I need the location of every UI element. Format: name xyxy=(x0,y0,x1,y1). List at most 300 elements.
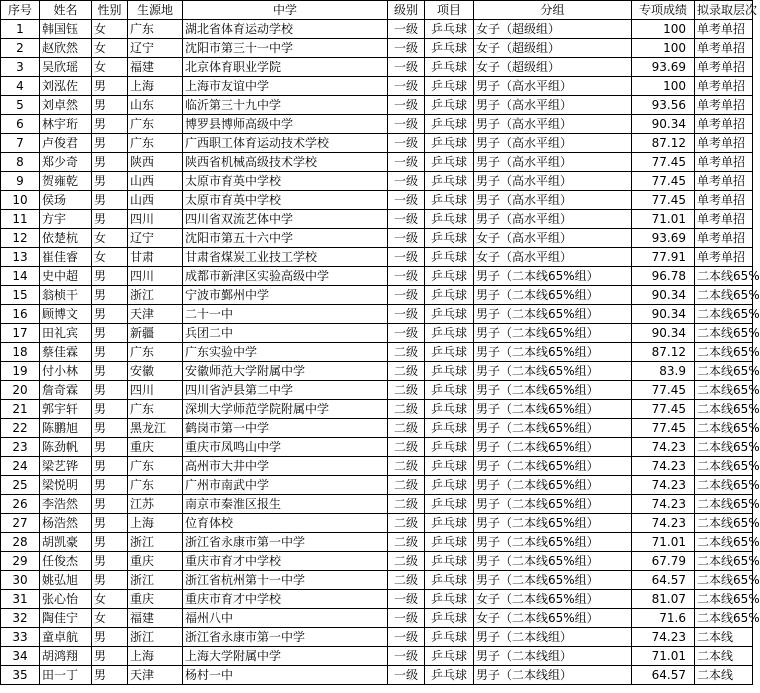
table-row xyxy=(1,400,753,419)
header-school: 中学 xyxy=(183,1,388,20)
cell-origin: 福建 xyxy=(128,609,183,628)
cell-admission-tier: 二本线65% xyxy=(695,400,753,419)
cell-level: 一级 xyxy=(388,647,425,666)
cell-index: 15 xyxy=(1,286,40,305)
table-row xyxy=(1,552,753,571)
table-row xyxy=(1,324,753,343)
cell-admission-tier: 单考单招 xyxy=(695,210,753,229)
cell-school: 陕西省机械高级技术学校 xyxy=(183,153,388,172)
cell-level: 一级 xyxy=(388,590,425,609)
cell-gender: 女 xyxy=(92,20,128,39)
cell-gender: 男 xyxy=(92,153,128,172)
cell-origin: 新疆 xyxy=(128,324,183,343)
cell-origin: 山西 xyxy=(128,172,183,191)
cell-group: 男子（二本线65%组） xyxy=(474,381,632,400)
cell-score: 74.23 xyxy=(632,438,695,457)
table-row xyxy=(1,172,753,191)
cell-event: 乒乓球 xyxy=(425,267,474,286)
cell-origin: 上海 xyxy=(128,77,183,96)
cell-score: 64.57 xyxy=(632,666,695,685)
cell-index: 30 xyxy=(1,571,40,590)
cell-admission-tier: 二本线65% xyxy=(695,552,753,571)
cell-group: 男子（二本线65%组） xyxy=(474,514,632,533)
cell-admission-tier: 二本线65% xyxy=(695,495,753,514)
cell-origin: 浙江 xyxy=(128,286,183,305)
cell-school: 上海市友谊中学 xyxy=(183,77,388,96)
cell-gender: 男 xyxy=(92,514,128,533)
cell-event: 乒乓球 xyxy=(425,96,474,115)
cell-school: 二十一中 xyxy=(183,305,388,324)
cell-level: 二级 xyxy=(388,438,425,457)
cell-score: 74.23 xyxy=(632,476,695,495)
table-row xyxy=(1,343,753,362)
cell-index: 10 xyxy=(1,191,40,210)
cell-score: 93.69 xyxy=(632,58,695,77)
cell-origin: 广东 xyxy=(128,20,183,39)
cell-group: 男子（高水平组） xyxy=(474,115,632,134)
cell-level: 一级 xyxy=(388,191,425,210)
cell-school: 沈阳市第五十六中学 xyxy=(183,229,388,248)
cell-index: 22 xyxy=(1,419,40,438)
cell-gender: 男 xyxy=(92,457,128,476)
cell-origin: 甘肃 xyxy=(128,248,183,267)
cell-score: 93.56 xyxy=(632,96,695,115)
cell-group: 男子（二本线65%组） xyxy=(474,362,632,381)
cell-score: 74.23 xyxy=(632,495,695,514)
cell-gender: 女 xyxy=(92,609,128,628)
cell-gender: 男 xyxy=(92,495,128,514)
cell-school: 湖北省体育运动学校 xyxy=(183,20,388,39)
cell-level: 二级 xyxy=(388,571,425,590)
cell-school: 浙江省杭州第十一中学 xyxy=(183,571,388,590)
cell-score: 71.01 xyxy=(632,647,695,666)
cell-school: 广西职工体育运动技术学校 xyxy=(183,134,388,153)
cell-index: 17 xyxy=(1,324,40,343)
cell-gender: 男 xyxy=(92,324,128,343)
cell-school: 兵团二中 xyxy=(183,324,388,343)
cell-gender: 男 xyxy=(92,666,128,685)
cell-name: 蔡佳霖 xyxy=(40,343,92,362)
table-row xyxy=(1,20,753,39)
cell-origin: 重庆 xyxy=(128,590,183,609)
cell-group: 女子（超级组） xyxy=(474,39,632,58)
cell-gender: 男 xyxy=(92,628,128,647)
cell-origin: 福建 xyxy=(128,58,183,77)
cell-event: 乒乓球 xyxy=(425,77,474,96)
cell-name: 陈劲帆 xyxy=(40,438,92,457)
cell-level: 一级 xyxy=(388,77,425,96)
table-row xyxy=(1,362,753,381)
cell-gender: 女 xyxy=(92,58,128,77)
cell-score: 77.45 xyxy=(632,153,695,172)
cell-name: 李浩然 xyxy=(40,495,92,514)
cell-admission-tier: 单考单招 xyxy=(695,77,753,96)
cell-name: 韩国钰 xyxy=(40,20,92,39)
table-row xyxy=(1,191,753,210)
cell-admission-tier: 单考单招 xyxy=(695,172,753,191)
cell-school: 宁波市鄞州中学 xyxy=(183,286,388,305)
cell-name: 郭宇轩 xyxy=(40,400,92,419)
cell-score: 90.34 xyxy=(632,286,695,305)
cell-name: 田礼宾 xyxy=(40,324,92,343)
cell-origin: 重庆 xyxy=(128,438,183,457)
cell-group: 男子（二本线65%组） xyxy=(474,457,632,476)
cell-gender: 男 xyxy=(92,267,128,286)
cell-school: 太原市育英中学校 xyxy=(183,191,388,210)
table-row xyxy=(1,495,753,514)
cell-origin: 黑龙江 xyxy=(128,419,183,438)
cell-level: 一级 xyxy=(388,96,425,115)
cell-event: 乒乓球 xyxy=(425,666,474,685)
cell-index: 5 xyxy=(1,96,40,115)
cell-level: 一级 xyxy=(388,248,425,267)
cell-origin: 广东 xyxy=(128,115,183,134)
cell-index: 1 xyxy=(1,20,40,39)
cell-gender: 女 xyxy=(92,39,128,58)
cell-group: 女子（超级组） xyxy=(474,20,632,39)
cell-name: 付小林 xyxy=(40,362,92,381)
cell-index: 19 xyxy=(1,362,40,381)
cell-event: 乒乓球 xyxy=(425,153,474,172)
cell-score: 81.07 xyxy=(632,590,695,609)
cell-admission-tier: 二本线65% xyxy=(695,362,753,381)
cell-school: 深圳大学师范学院附属中学 xyxy=(183,400,388,419)
cell-name: 胡鸿翔 xyxy=(40,647,92,666)
cell-score: 83.9 xyxy=(632,362,695,381)
cell-group: 男子（高水平组） xyxy=(474,172,632,191)
cell-group: 男子（二本线65%组） xyxy=(474,267,632,286)
cell-level: 一级 xyxy=(388,324,425,343)
cell-gender: 男 xyxy=(92,343,128,362)
cell-name: 崔佳睿 xyxy=(40,248,92,267)
cell-origin: 山西 xyxy=(128,191,183,210)
table-row xyxy=(1,210,753,229)
cell-gender: 女 xyxy=(92,248,128,267)
cell-group: 男子（二本线65%组） xyxy=(474,571,632,590)
cell-name: 田一丁 xyxy=(40,666,92,685)
cell-event: 乒乓球 xyxy=(425,39,474,58)
cell-name: 张心怡 xyxy=(40,590,92,609)
cell-gender: 男 xyxy=(92,96,128,115)
cell-origin: 浙江 xyxy=(128,571,183,590)
cell-origin: 浙江 xyxy=(128,533,183,552)
cell-event: 乒乓球 xyxy=(425,628,474,647)
cell-group: 男子（二本线65%组） xyxy=(474,324,632,343)
cell-level: 二级 xyxy=(388,514,425,533)
cell-group: 男子（二本线65%组） xyxy=(474,286,632,305)
cell-gender: 女 xyxy=(92,590,128,609)
cell-level: 一级 xyxy=(388,115,425,134)
cell-event: 乒乓球 xyxy=(425,248,474,267)
cell-admission-tier: 单考单招 xyxy=(695,248,753,267)
cell-school: 沈阳市第三十一中学 xyxy=(183,39,388,58)
cell-score: 90.34 xyxy=(632,324,695,343)
cell-level: 一级 xyxy=(388,229,425,248)
cell-event: 乒乓球 xyxy=(425,438,474,457)
cell-index: 2 xyxy=(1,39,40,58)
cell-gender: 男 xyxy=(92,134,128,153)
table-row xyxy=(1,438,753,457)
cell-origin: 陕西 xyxy=(128,153,183,172)
cell-group: 男子（二本线65%组） xyxy=(474,495,632,514)
cell-index: 28 xyxy=(1,533,40,552)
cell-name: 翁桢干 xyxy=(40,286,92,305)
cell-admission-tier: 二本线 xyxy=(695,647,753,666)
cell-level: 一级 xyxy=(388,20,425,39)
cell-name: 任俊杰 xyxy=(40,552,92,571)
cell-event: 乒乓球 xyxy=(425,362,474,381)
header-group: 分组 xyxy=(474,1,632,20)
cell-admission-tier: 单考单招 xyxy=(695,20,753,39)
cell-origin: 天津 xyxy=(128,666,183,685)
table-row xyxy=(1,628,753,647)
cell-score: 74.23 xyxy=(632,628,695,647)
cell-origin: 四川 xyxy=(128,210,183,229)
table-row xyxy=(1,96,753,115)
cell-level: 一级 xyxy=(388,666,425,685)
cell-group: 男子（二本线65%组） xyxy=(474,552,632,571)
header-origin: 生源地 xyxy=(128,1,183,20)
cell-origin: 广东 xyxy=(128,134,183,153)
cell-school: 重庆市育才中学校 xyxy=(183,590,388,609)
cell-group: 男子（二本线65%组） xyxy=(474,476,632,495)
cell-name: 胡凯豪 xyxy=(40,533,92,552)
header-score: 专项成绩 xyxy=(632,1,695,20)
cell-level: 一级 xyxy=(388,267,425,286)
cell-event: 乒乓球 xyxy=(425,476,474,495)
cell-name: 陈鹏旭 xyxy=(40,419,92,438)
cell-name: 史中超 xyxy=(40,267,92,286)
cell-index: 33 xyxy=(1,628,40,647)
cell-event: 乒乓球 xyxy=(425,609,474,628)
cell-gender: 男 xyxy=(92,476,128,495)
cell-school: 成都市新津区实验高级中学 xyxy=(183,267,388,286)
cell-event: 乒乓球 xyxy=(425,58,474,77)
cell-group: 女子（超级组） xyxy=(474,58,632,77)
cell-admission-tier: 单考单招 xyxy=(695,134,753,153)
cell-level: 一级 xyxy=(388,172,425,191)
cell-score: 96.78 xyxy=(632,267,695,286)
cell-index: 27 xyxy=(1,514,40,533)
cell-event: 乒乓球 xyxy=(425,210,474,229)
cell-admission-tier: 二本线65% xyxy=(695,419,753,438)
cell-admission-tier: 单考单招 xyxy=(695,229,753,248)
cell-score: 71.01 xyxy=(632,210,695,229)
table-row xyxy=(1,419,753,438)
cell-gender: 男 xyxy=(92,77,128,96)
cell-level: 二级 xyxy=(388,476,425,495)
cell-level: 一级 xyxy=(388,134,425,153)
cell-score: 100 xyxy=(632,20,695,39)
cell-event: 乒乓球 xyxy=(425,381,474,400)
cell-gender: 男 xyxy=(92,191,128,210)
cell-group: 男子（二本线65%组） xyxy=(474,533,632,552)
cell-name: 顾博文 xyxy=(40,305,92,324)
cell-index: 12 xyxy=(1,229,40,248)
cell-score: 90.34 xyxy=(632,115,695,134)
cell-level: 一级 xyxy=(388,58,425,77)
cell-name: 刘泓佐 xyxy=(40,77,92,96)
table-row xyxy=(1,286,753,305)
cell-name: 林宇珩 xyxy=(40,115,92,134)
cell-group: 女子（二本线65%组） xyxy=(474,609,632,628)
cell-group: 男子（二本线65%组） xyxy=(474,305,632,324)
cell-event: 乒乓球 xyxy=(425,400,474,419)
cell-name: 方宇 xyxy=(40,210,92,229)
cell-event: 乒乓球 xyxy=(425,495,474,514)
cell-name: 梁悦明 xyxy=(40,476,92,495)
cell-score: 93.69 xyxy=(632,229,695,248)
cell-event: 乒乓球 xyxy=(425,457,474,476)
cell-admission-tier: 单考单招 xyxy=(695,191,753,210)
cell-origin: 天津 xyxy=(128,305,183,324)
cell-index: 29 xyxy=(1,552,40,571)
cell-index: 14 xyxy=(1,267,40,286)
cell-group: 男子（二本线65%组） xyxy=(474,419,632,438)
cell-group: 男子（二本线组） xyxy=(474,628,632,647)
cell-group: 男子（高水平组） xyxy=(474,153,632,172)
table-row xyxy=(1,248,753,267)
cell-gender: 男 xyxy=(92,647,128,666)
cell-index: 11 xyxy=(1,210,40,229)
cell-name: 郑少奇 xyxy=(40,153,92,172)
cell-school: 上海大学附属中学 xyxy=(183,647,388,666)
cell-level: 二级 xyxy=(388,343,425,362)
cell-index: 34 xyxy=(1,647,40,666)
cell-score: 74.23 xyxy=(632,514,695,533)
header-row xyxy=(1,1,753,20)
cell-level: 一级 xyxy=(388,153,425,172)
cell-name: 陶佳宁 xyxy=(40,609,92,628)
cell-index: 6 xyxy=(1,115,40,134)
cell-origin: 广东 xyxy=(128,343,183,362)
cell-score: 67.79 xyxy=(632,552,695,571)
cell-school: 四川省泸县第二中学 xyxy=(183,381,388,400)
header-event: 项目 xyxy=(425,1,474,20)
cell-level: 二级 xyxy=(388,400,425,419)
cell-origin: 浙江 xyxy=(128,628,183,647)
cell-origin: 重庆 xyxy=(128,552,183,571)
cell-event: 乒乓球 xyxy=(425,134,474,153)
table-row xyxy=(1,533,753,552)
cell-gender: 男 xyxy=(92,419,128,438)
cell-school: 鹤岗市第一中学 xyxy=(183,419,388,438)
cell-school: 临沂第三十九中学 xyxy=(183,96,388,115)
header-index: 序号 xyxy=(1,1,40,20)
cell-admission-tier: 单考单招 xyxy=(695,96,753,115)
cell-level: 二级 xyxy=(388,552,425,571)
cell-index: 26 xyxy=(1,495,40,514)
cell-gender: 男 xyxy=(92,286,128,305)
cell-event: 乒乓球 xyxy=(425,533,474,552)
cell-admission-tier: 二本线65% xyxy=(695,571,753,590)
cell-group: 男子（二本线65%组） xyxy=(474,343,632,362)
cell-score: 71.01 xyxy=(632,533,695,552)
cell-index: 9 xyxy=(1,172,40,191)
cell-event: 乒乓球 xyxy=(425,191,474,210)
cell-group: 女子（高水平组） xyxy=(474,248,632,267)
cell-school: 南京市秦淮区报生 xyxy=(183,495,388,514)
cell-event: 乒乓球 xyxy=(425,419,474,438)
cell-group: 男子（二本线65%组） xyxy=(474,438,632,457)
cell-group: 男子（高水平组） xyxy=(474,96,632,115)
cell-name: 梁艺铧 xyxy=(40,457,92,476)
cell-origin: 辽宁 xyxy=(128,229,183,248)
cell-event: 乒乓球 xyxy=(425,343,474,362)
cell-admission-tier: 二本线65% xyxy=(695,590,753,609)
cell-name: 杨浩然 xyxy=(40,514,92,533)
cell-school: 广东实验中学 xyxy=(183,343,388,362)
cell-gender: 男 xyxy=(92,305,128,324)
cell-origin: 广东 xyxy=(128,400,183,419)
header-name: 姓名 xyxy=(40,1,92,20)
cell-index: 8 xyxy=(1,153,40,172)
cell-admission-tier: 单考单招 xyxy=(695,39,753,58)
cell-admission-tier: 二本线65% xyxy=(695,514,753,533)
cell-admission-tier: 二本线65% xyxy=(695,343,753,362)
cell-origin: 山东 xyxy=(128,96,183,115)
table-row xyxy=(1,571,753,590)
cell-admission-tier: 二本线65% xyxy=(695,609,753,628)
cell-name: 童卓航 xyxy=(40,628,92,647)
cell-admission-tier: 二本线65% xyxy=(695,267,753,286)
table-row xyxy=(1,58,753,77)
cell-group: 男子（高水平组） xyxy=(474,191,632,210)
cell-name: 詹奇霖 xyxy=(40,381,92,400)
cell-event: 乒乓球 xyxy=(425,590,474,609)
cell-name: 依楚杭 xyxy=(40,229,92,248)
cell-index: 31 xyxy=(1,590,40,609)
table-row xyxy=(1,381,753,400)
table-row xyxy=(1,305,753,324)
cell-gender: 男 xyxy=(92,172,128,191)
cell-gender: 男 xyxy=(92,115,128,134)
cell-group: 女子（二本线65%组） xyxy=(474,590,632,609)
cell-admission-tier: 二本线65% xyxy=(695,533,753,552)
cell-group: 男子（高水平组） xyxy=(474,210,632,229)
table-row xyxy=(1,267,753,286)
cell-school: 安徽师范大学附属中学 xyxy=(183,362,388,381)
cell-school: 位育体校 xyxy=(183,514,388,533)
cell-level: 二级 xyxy=(388,495,425,514)
cell-index: 25 xyxy=(1,476,40,495)
cell-level: 二级 xyxy=(388,533,425,552)
cell-name: 贺雍乾 xyxy=(40,172,92,191)
cell-name: 刘卓然 xyxy=(40,96,92,115)
cell-admission-tier: 单考单招 xyxy=(695,58,753,77)
cell-gender: 男 xyxy=(92,400,128,419)
cell-index: 32 xyxy=(1,609,40,628)
table-row xyxy=(1,609,753,628)
cell-origin: 上海 xyxy=(128,647,183,666)
table-row xyxy=(1,229,753,248)
cell-score: 77.45 xyxy=(632,419,695,438)
cell-admission-tier: 单考单招 xyxy=(695,153,753,172)
cell-index: 24 xyxy=(1,457,40,476)
table-row xyxy=(1,457,753,476)
cell-name: 侯玚 xyxy=(40,191,92,210)
cell-event: 乒乓球 xyxy=(425,115,474,134)
cell-index: 18 xyxy=(1,343,40,362)
cell-origin: 广东 xyxy=(128,476,183,495)
cell-level: 一级 xyxy=(388,628,425,647)
cell-gender: 男 xyxy=(92,210,128,229)
table-row xyxy=(1,115,753,134)
cell-level: 二级 xyxy=(388,381,425,400)
cell-school: 甘肃省煤炭工业技工学校 xyxy=(183,248,388,267)
cell-score: 74.23 xyxy=(632,457,695,476)
cell-level: 二级 xyxy=(388,362,425,381)
